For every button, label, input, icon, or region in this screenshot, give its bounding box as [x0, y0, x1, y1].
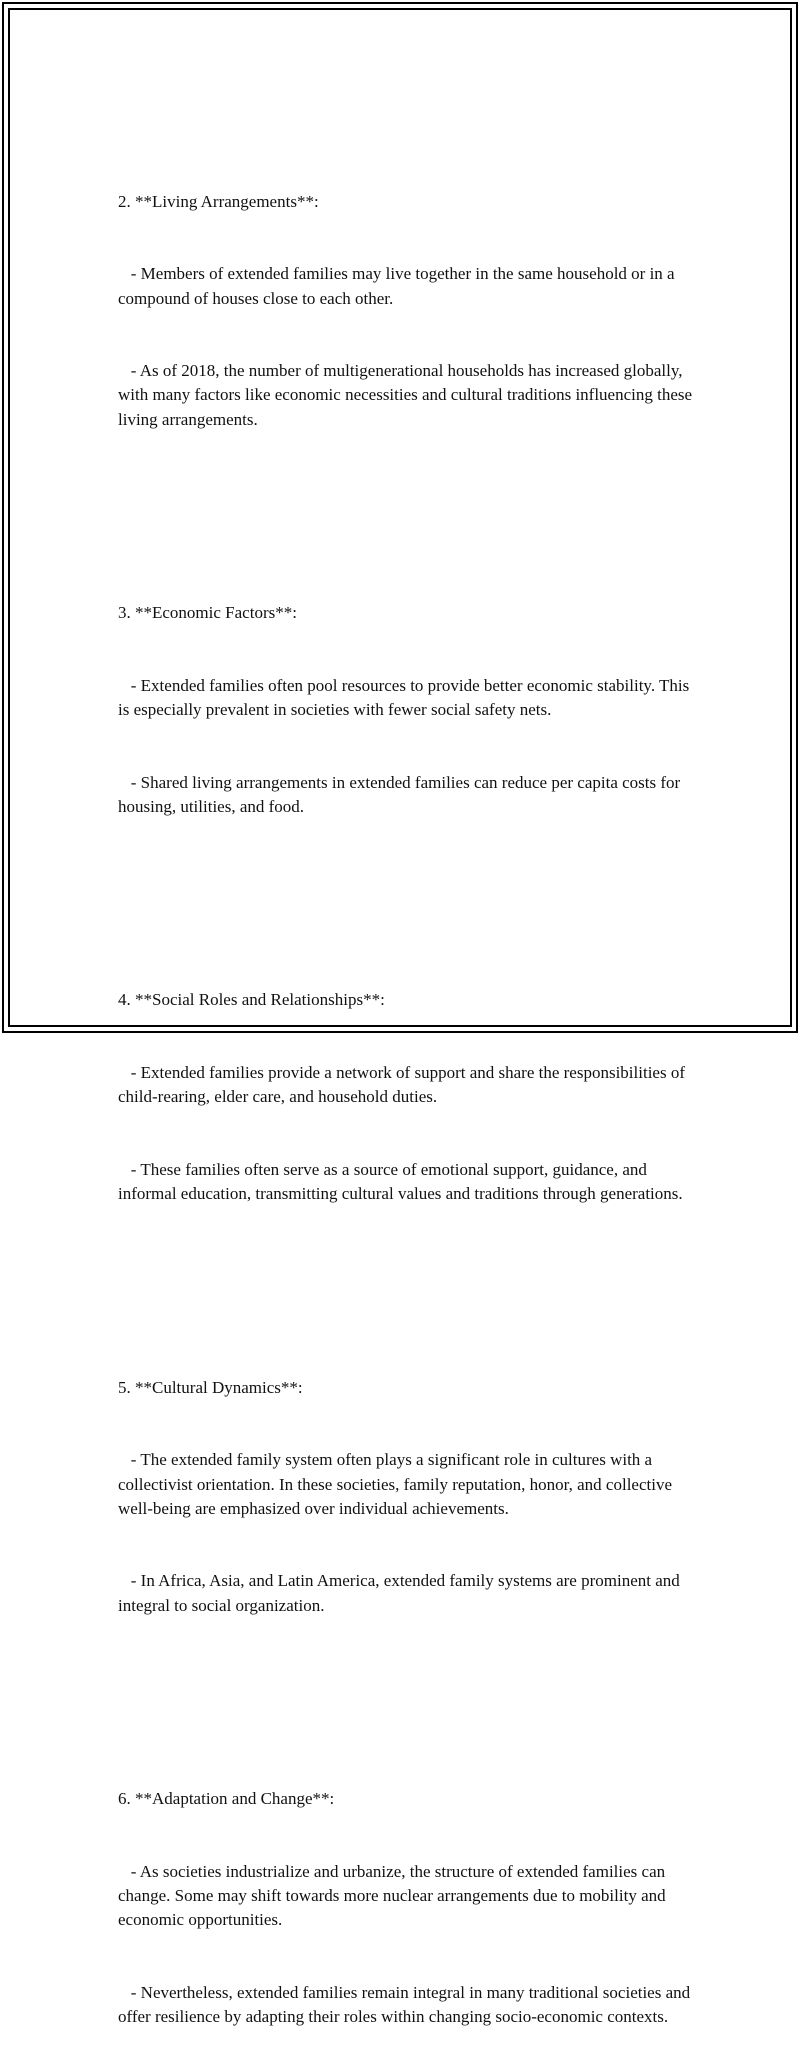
document-body: [118, 93, 698, 2070]
section-bullet: - As societies industrialize and urbanize, the structure of extended families can change. Some may shift towards more nuclear arrangements due to mobility and economic opportunities.: [118, 1861, 670, 1930]
section-social-roles: [118, 940, 698, 1255]
section-heading: 5. **Cultural Dynamics**:: [118, 1377, 303, 1397]
section-adaptation-change: [118, 1739, 698, 2070]
section-cultural-dynamics: [118, 1327, 698, 1666]
section-bullet: - Extended families often pool resources to provide better economic stability. This is especially prevalent in societies with fewer social safety nets.: [118, 675, 694, 720]
section-economic-factors: [118, 553, 698, 868]
section-heading: 2. **Living Arrangements**:: [118, 191, 319, 211]
section-heading: 6. **Adaptation and Change**:: [118, 1789, 335, 1809]
section-heading: 4. **Social Roles and Relationships**:: [118, 990, 385, 1010]
section-bullet: - Extended families provide a network of support and share the responsibilities of child-rearing, elder care, and household duties.: [118, 1063, 690, 1107]
section-bullet: - Members of extended families may live together in the same household or in a compound of houses close to each other.: [118, 264, 679, 308]
section-living-arrangements: [118, 141, 698, 480]
section-heading: 3. **Economic Factors**:: [118, 603, 297, 623]
section-bullet: - The extended family system often plays a significant role in cultures with a collectivist orientation. In these societies, family reputation, honor, and collective well-being are emphasized over individual achievements.: [118, 1450, 677, 1518]
section-bullet: - Nevertheless, extended families remain integral in many traditional societies and offer resilience by adapting their roles within changing socio-economic contexts.: [118, 1982, 695, 2026]
section-bullet: - In Africa, Asia, and Latin America, extended family systems are prominent and integral to social organization.: [118, 1571, 685, 1615]
section-bullet: - These families often serve as a source of emotional support, guidance, and informal education, transmitting cultural values and traditions through generations.: [118, 1159, 683, 1204]
section-bullet: - Shared living arrangements in extended families can reduce per capita costs for housing, utilities, and food.: [118, 772, 685, 816]
section-bullet: - As of 2018, the number of multigenerational households has increased globally, with many factors like economic necessities and cultural traditions influencing these living arrangements.: [118, 361, 697, 429]
